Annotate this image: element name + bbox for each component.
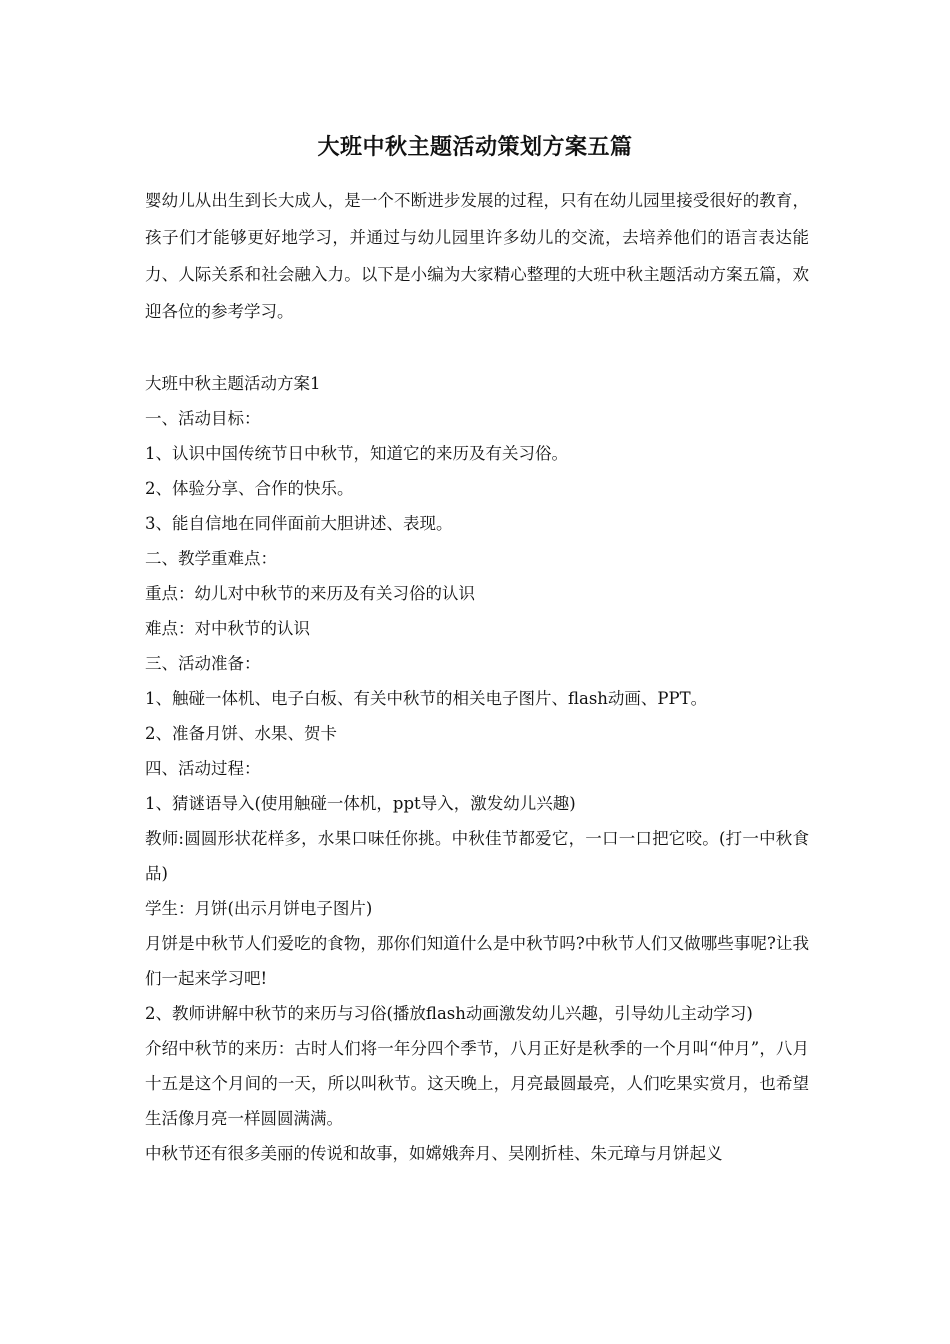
body-paragraph: 三、活动准备： [145,654,261,673]
body-paragraphs [145,366,809,1171]
body-paragraph: 1、触碰一体机、电子白板、有关中秋节的相关电子图片、flash动画、PPT。 [145,689,708,708]
document-body [145,182,809,1171]
body-paragraph: 中秋节还有很多美丽的传说和故事，如嫦娥奔月、吴刚折桂、朱元璋与月饼起义 [145,1144,723,1163]
body-paragraph: 介绍中秋节的来历：古时人们将一年分四个季节，八月正好是秋季的一个月叫“仲月”，八月十五是这个月间的一天，所以叫秋节。这天晚上，月亮最圆最亮，人们吃果实赏月，也希望生活像月亮一样圆圆满满。 [145,1039,809,1128]
document-title: 大班中秋主题活动策划方案五篇 [317,134,633,160]
body-paragraph: 重点：幼儿对中秋节的来历及有关习俗的认识 [145,584,475,603]
body-paragraph: 教师:圆圆形状花样多，水果口味任你挑。中秋佳节都爱它，一口一口把它咬。(打一中秋食品) [145,829,809,883]
body-paragraph: 3、能自信地在同伴面前大胆讲述、表现。 [145,514,453,533]
body-paragraph: 一、活动目标： [145,409,261,428]
body-paragraph: 学生：月饼(出示月饼电子图片) [145,899,373,918]
intro-paragraph: 婴幼儿从出生到长大成人，是一个不断进步发展的过程，只有在幼儿园里接受很好的教育，孩子们才能够更好地学习，并通过与幼儿园里许多幼儿的交流，去培养他们的语言表达能力、人际关系和社会融入力。以下是小编为大家精心整理的大班中秋主题活动方案五篇，欢迎各位的参考学习。 [145,191,809,321]
body-paragraph: 二、教学重难点： [145,549,277,568]
body-paragraph: 大班中秋主题活动方案1 [145,374,321,393]
body-paragraph: 2、体验分享、合作的快乐。 [145,479,354,498]
body-paragraph: 四、活动过程： [145,759,261,778]
body-paragraph: 1、认识中国传统节日中秋节，知道它的来历及有关习俗。 [145,444,568,463]
body-paragraph: 难点：对中秋节的认识 [145,619,310,638]
body-paragraph: 2、准备月饼、水果、贺卡 [145,724,337,743]
body-paragraph: 2、教师讲解中秋节的来历与习俗(播放flash动画激发幼儿兴趣，引导幼儿主动学习) [145,1004,753,1023]
body-paragraph: 1、猜谜语导入(使用触碰一体机，ppt导入，激发幼儿兴趣) [145,794,576,813]
body-paragraph: 月饼是中秋节人们爱吃的食物，那你们知道什么是中秋节吗?中秋节人们又做哪些事呢?让我们一起来学习吧! [145,934,809,988]
